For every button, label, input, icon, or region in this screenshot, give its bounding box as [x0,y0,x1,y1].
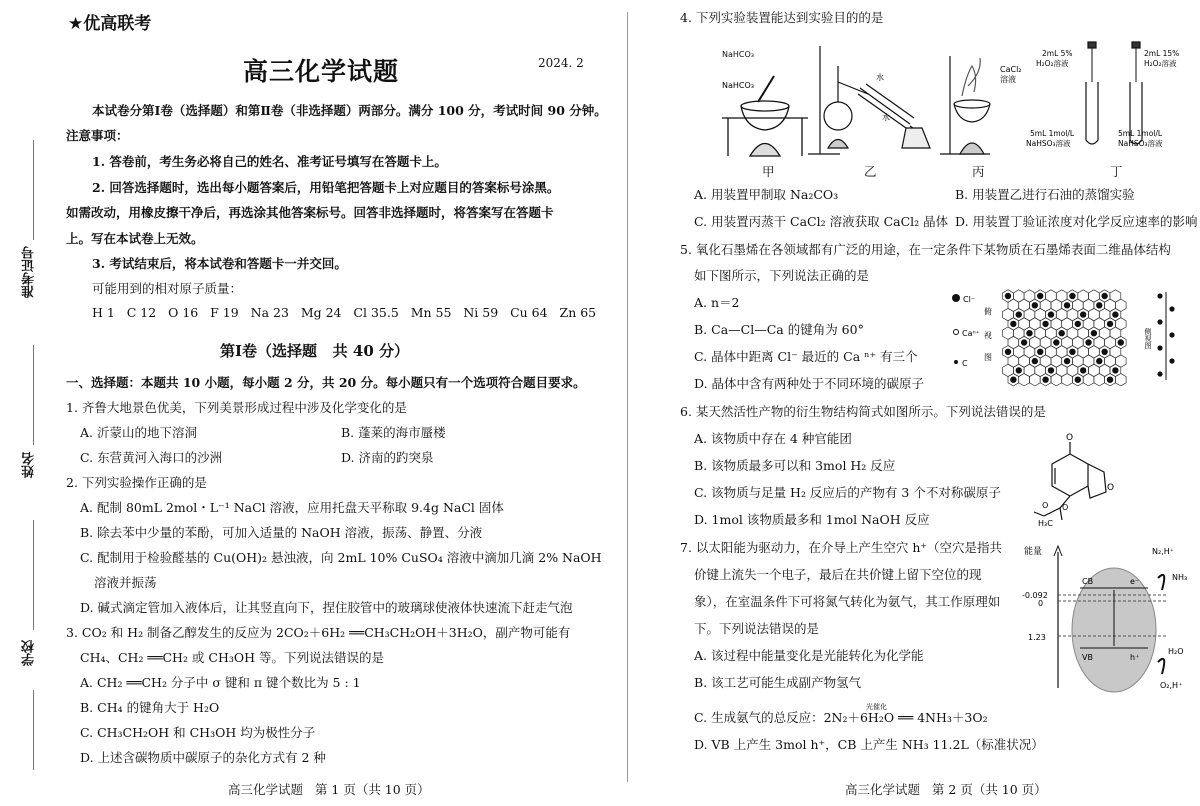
note-2b: 如需改动，用橡皮擦干净后，再选涂其他答案标号。回答非选择题时，将答案写在答题卡 [66,205,554,220]
q7-energy-figure [1022,538,1192,693]
q4-label-tube1-conc: 5mL 1mol/L [1030,129,1075,138]
q5-stem: 5. 氧化石墨烯在各领域都有广泛的用途，在一定条件下某物质在石墨烯表面二维晶体结构 [680,242,1171,257]
sidebar-line [33,140,34,240]
q6-label-o-carbonyl: O [1042,501,1049,510]
q4-label-jia: 甲 [762,164,775,179]
apparatus-yi [808,46,930,154]
q5-legend-cl: Cl⁻ [963,295,976,304]
sidebar-line [33,520,34,630]
q2-stem: 2. 下列实验操作正确的是 [66,475,207,490]
q4-label-cacl2: CaCl₂ [1000,65,1022,74]
q7-label-o2h: O₂,H⁺ [1160,681,1183,690]
q5-legend-side: 侧视图 [1144,328,1152,349]
q7-label-energy: 能量 [1024,547,1043,557]
q5-option-b: B. Ca—Cl—Ca 的键角为 60° [694,322,864,337]
q5-stem-cont: 如下图所示，下列说法正确的是 [694,268,870,283]
section-title: 第Ⅰ卷（选择题 共 40 分） [220,342,410,360]
q2-option-c: C. 配制用于检验醛基的 Cu(OH)₂ 悬浊液，向 2mL 10% CuSO₄ 溶液中滴加几滴 2% NaOH [80,550,602,565]
q3-stem-cont: CH₄、CH₂ ══CH₂ 或 CH₃OH 等。下列说法错误的是 [80,650,384,665]
q7-label-v1: -0.092 [1022,591,1048,600]
q4-label-tube2-vol: 2mL 15% [1144,49,1180,58]
q3-stem: 3. CO₂ 和 H₂ 制备乙醇发生的反应为 2CO₂＋6H₂ ══CH₃CH₂OH＋3H₂O，副产物可能有 [66,625,571,640]
q2-option-d: D. 碱式滴定管加入液体后，让其竖直向下，捏住胶管中的玻璃球使液体快速流下赶走气泡 [80,600,573,615]
q6-label-o-ring: O [1107,483,1115,493]
q2-option-b: B. 除去苯中少量的苯酚，可加入适量的 NaOH 溶液，振荡、静置、分液 [80,525,483,540]
q6-label-h3c: H₃C [1038,519,1053,528]
q1-option-d: D. 济南的趵突泉 [341,450,434,465]
q6-label-o-top: O [1066,433,1074,443]
q4-option-c: C. 用装置丙蒸干 CaCl₂ 溶液获取 CaCl₂ 晶体 [694,214,949,229]
q4-label-tube1-h2o2: H₂O₂溶液 [1036,59,1069,68]
q6-option-c: C. 该物质与足量 H₂ 反应后的产物有 3 个不对称碳原子 [694,485,1001,500]
q7-catalyst-label: 光催化 [866,703,887,711]
q3-option-d: D. 上述含碳物质中碳原子的杂化方式有 2 种 [80,750,326,765]
q4-label-tube1-vol: 2mL 5% [1042,49,1073,58]
apparatus-bing [940,56,990,154]
footer-left: 高三化学试题 第 1 页（共 10 页） [228,782,430,797]
atomic-title: 可能用到的相对原子质量： [92,281,243,296]
q7-stem-2: 价键上流失一个电子，最后在共价键上留下空位的现 [694,567,982,582]
q7-stem-4: 下。下列说法错误的是 [694,621,820,636]
q3-option-a: A. CH₂ ══CH₂ 分子中 σ 键和 π 键个数比为 5 : 1 [80,675,361,690]
q5-option-a: A. n＝2 [694,295,740,310]
exam-date: 2024. 2 [538,56,584,70]
q4-label-tube2-nahso3: NaHSO₃溶液 [1118,139,1163,148]
atomic-masses: H 1 C 12 O 16 F 19 Na 23 Mg 24 Cl 35.5 Mn 55 Ni 59 Cu 64 Zn 65 [92,305,597,320]
sidebar-line [33,345,34,445]
q4-stem: 4. 下列实验装置能达到实验目的的是 [680,10,884,25]
q5-option-c: C. 晶体中距离 Cl⁻ 最近的 Ca ⁿ⁺ 有三个 [694,349,918,364]
intro: 本试卷分第Ⅰ卷（选择题）和第Ⅱ卷（非选择题）两部分。满分 100 分，考试时间 90 分钟。 [92,103,607,118]
q3-option-b: B. CH₄ 的键角大于 H₂O [80,700,220,715]
q5-legend-top3: 图 [984,353,992,362]
sidebar-exam-no: 准考证号 [22,246,37,298]
q6-option-a: A. 该物质中存在 4 种官能团 [694,431,852,446]
q6-structure-figure [1030,428,1140,528]
q5-legend-top1: 俯 [984,307,992,316]
q7-label-h2o: H₂O [1168,647,1184,656]
graphene-lattice [1003,290,1127,386]
q4-label-water-in: 水 [876,73,884,82]
q7-option-d: D. VB 上产生 3mol h⁺，CB 上产生 NH₃ 11.2L（标准状况） [694,737,1044,752]
sidebar-line [33,690,34,770]
q7-label-nh3: NH₃ [1172,573,1188,582]
q7-option-b: B. 该工艺可能生成副产物氢气 [694,675,862,690]
q4-apparatus-figure [700,36,1180,171]
q2-option-c-cont: 溶液并振荡 [94,575,157,590]
q6-label-o-ester: O [1062,503,1069,512]
q7-label-v0: 0 [1038,599,1044,608]
q2-option-a: A. 配制 80mL 2mol・L⁻¹ NaCl 溶液，应用托盘天平称取 9.4g NaCl 固体 [80,500,504,515]
q4-label-bing: 丙 [972,164,985,179]
q6-option-d: D. 1mol 该物质最多和 1mol NaOH 反应 [694,512,930,527]
q5-legend-c: C [962,359,968,368]
notes-title: 注意事项： [66,128,129,143]
q7-label-e: e⁻ [1130,577,1140,586]
q4-label-tube2-conc: 5mL 1mol/L [1118,129,1163,138]
q5-legend-ca: Caⁿ⁺ [962,329,980,338]
sidebar-school: 学校 [22,640,37,666]
q7-label-vb: VB [1082,653,1093,662]
q1-option-a: A. 沂蒙山的地下溶洞 [80,425,197,440]
q6-stem: 6. 某天然活性产物的衍生物结构简式如图所示。下列说法错误的是 [680,404,1046,419]
q4-label-solution: 溶液 [1000,75,1016,84]
q4-label-nahco3: NaHCO₃ [722,50,754,59]
q7-stem-3: 象），在室温条件下可将氮气转化为氨气，其工作原理如 [694,594,1001,609]
q1-stem: 1. 齐鲁大地景色优美，下列美景形成过程中涉及化学变化的是 [66,400,407,415]
q1-option-c: C. 东营黄河入海口的沙洲 [80,450,223,465]
q1-option-b: B. 蓬莱的海市蜃楼 [341,425,446,440]
q4-label-tube1-nahso3: NaHSO₃溶液 [1026,139,1071,148]
q4-option-d: D. 用装置丁验证浓度对化学反应速率的影响 [955,214,1198,229]
q5-legend-top2: 视 [984,331,992,340]
sidebar-name: 姓名 [22,452,37,478]
q5-crystal-figure [950,288,1175,384]
q4-label-water-out: 水 [882,113,890,122]
q4-option-a: A. 用装置甲制取 Na₂CO₃ [694,187,839,202]
q4-label-ding: 丁 [1110,164,1123,179]
q5-option-d: D. 晶体中含有两种处于不同环境的碳原子 [694,376,925,391]
q7-option-c: C. 生成氨气的总反应：2N₂＋6H₂O ══ 4NH₃＋3O₂ [694,710,988,725]
svg-text:NaHCO₃: NaHCO₃ [722,81,754,90]
q4-label-tube2-h2o2: H₂O₂溶液 [1144,59,1177,68]
note-3: 3. 考试结束后，将本试卷和答题卡一并交回。 [92,256,347,271]
section-instructions: 一、选择题：本题共 10 小题，每小题 2 分，共 20 分。每小题只有一个选项符合题目要求。 [66,375,586,390]
q4-option-b: B. 用装置乙进行石油的蒸馏实验 [955,187,1135,202]
page-divider [627,12,628,782]
q7-stem-1: 7. 以太阳能为驱动力，在介导上产生空穴 h⁺（空穴是指共 [680,540,1003,555]
note-1: 1. 答卷前，考生务必将自己的姓名、准考证号填写在答题卡上。 [92,154,447,169]
q7-label-cb: CB [1082,577,1094,586]
footer-right: 高三化学试题 第 2 页（共 10 页） [845,782,1047,797]
q7-label-v2: 1.23 [1028,633,1046,642]
note-2: 2. 回答选择题时，选出每小题答案后，用铅笔把答题卡上对应题目的答案标号涂黑。 [92,180,560,195]
q7-option-a: A. 该过程中能量变化是光能转化为化学能 [694,648,924,663]
q7-label-n2h: N₂,H⁺ [1152,547,1174,556]
q3-option-c: C. CH₃CH₂OH 和 CH₃OH 均为极性分子 [80,725,316,740]
note-2c: 上。写在本试卷上无效。 [66,231,204,246]
page-title: 高三化学试题 [243,57,400,86]
q6-option-b: B. 该物质最多可以和 3mol H₂ 反应 [694,458,896,473]
brand: ★优高联考 [68,14,152,34]
q4-label-yi: 乙 [864,164,877,179]
q7-label-h: h⁺ [1130,653,1140,662]
